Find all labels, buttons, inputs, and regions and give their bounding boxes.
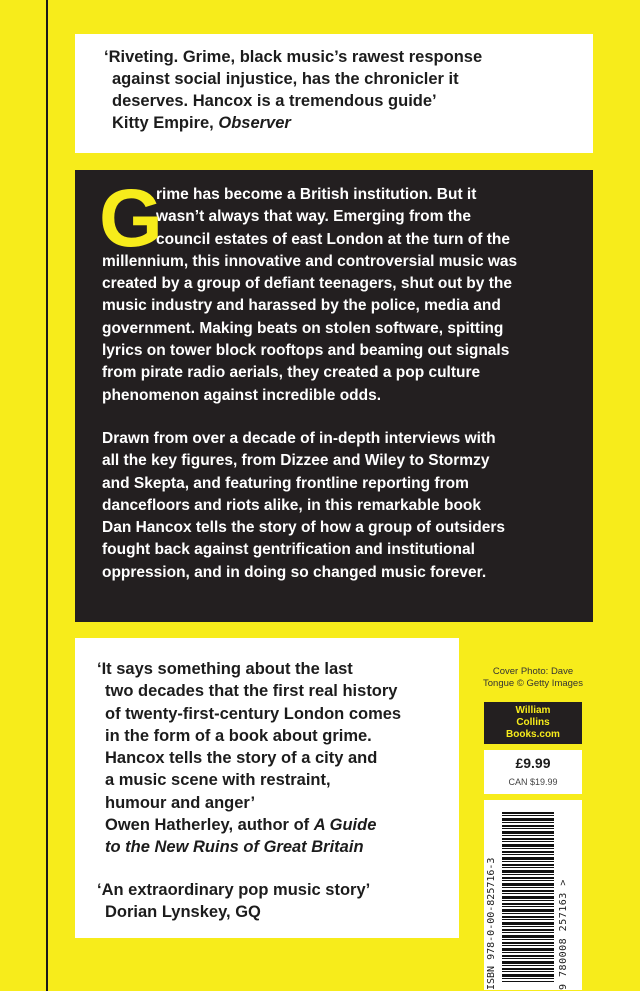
review-author: Dorian Lynskey, GQ [105, 902, 261, 921]
paragraph-gap [102, 407, 579, 428]
barcode-digits: 9 780008 257163 > [558, 879, 569, 990]
bottom-review-quotes [75, 638, 459, 938]
synopsis-line: from pirate radio aerials, they created a pop culture [102, 364, 481, 382]
barcode-box [484, 800, 582, 990]
review-author [97, 814, 453, 836]
synopsis-line: wasn’t always that way. Emerging from the [156, 208, 471, 226]
isbn-text: ISBN 978-0-00-825716-3 [486, 857, 497, 990]
synopsis-line: lyrics on tower block rooftops and beaming out signals [102, 342, 510, 360]
quote-line: ‘Riveting. Grime, black music’s rawest response [104, 48, 483, 66]
synopsis-line: oppression, and in doing so changed music forever. [102, 563, 487, 581]
synopsis-line: all the key figures, from Dizzee and Wiley to Stormzy [102, 452, 490, 470]
synopsis-panel [75, 170, 593, 622]
synopsis-line: and Skepta, and featuring frontline reporting from [102, 474, 469, 492]
quote-line: humour and anger’ [105, 793, 256, 812]
side-info-panel [474, 660, 592, 990]
synopsis-line: music industry and harassed by the police, media and [102, 297, 501, 315]
review-author [104, 112, 579, 134]
author-source: Observer [218, 114, 291, 132]
uk-price: £9.99 [515, 755, 551, 771]
quote-line: deserves. Hancox is a tremendous guide’ [112, 92, 437, 110]
publisher-logo [484, 702, 582, 744]
quote-line: two decades that the first real history [105, 682, 398, 701]
quote-line: ‘It says something about the last [97, 660, 353, 678]
publisher-line: William [515, 705, 551, 716]
spine-line [46, 0, 48, 991]
photo-credit [474, 666, 592, 690]
barcode-bars [502, 812, 554, 982]
publisher-line: Books.com [506, 729, 560, 740]
author-book-title: A Guide [313, 816, 377, 835]
synopsis-line: millennium, this innovative and controversial music was [102, 252, 518, 270]
credit-line: Tongue © Getty Images [483, 678, 583, 689]
quote-line: ‘An extraordinary pop music story’ [97, 880, 371, 899]
price-box [484, 750, 582, 794]
synopsis-line: dancefloors and riots alike, in this remarkable book [102, 496, 482, 514]
synopsis-line: government. Making beats on stolen software, spitting [102, 319, 504, 337]
synopsis-line: phenomenon against incredible odds. [102, 386, 382, 404]
credit-line: Cover Photo: Dave [492, 666, 574, 677]
synopsis-line: created by a group of defiant teenagers, shut out by the [102, 275, 512, 293]
can-price: CAN $19.99 [508, 777, 558, 787]
synopsis-line: rime has become a British institution. But it [156, 186, 477, 203]
publisher-line: Collins [516, 717, 550, 728]
quote-line: Hancox tells the story of a city and [105, 749, 378, 768]
synopsis-line: council estates of east London at the turn of the [156, 230, 510, 248]
author-name: Kitty Empire, [112, 114, 219, 132]
quote-line: of twenty-first-century London comes [105, 704, 402, 723]
author-book-title: to the New Ruins of Great Britain [105, 838, 364, 857]
quote-line: a music scene with restraint, [105, 771, 331, 790]
review-author [97, 836, 453, 858]
top-review-quote [75, 34, 593, 153]
drop-cap: G [99, 173, 163, 264]
quote-gap [97, 859, 453, 879]
quote-line: against social injustice, has the chronicler it [112, 70, 459, 88]
synopsis-line: Dan Hancox tells the story of how a group of outsiders [102, 519, 506, 537]
synopsis-line: fought back against gentrification and institutional [102, 541, 475, 559]
author-name: Owen Hatherley, author of [105, 816, 314, 835]
quote-line: in the form of a book about grime. [105, 726, 372, 745]
synopsis-line: Drawn from over a decade of in-depth interviews with [102, 429, 496, 447]
